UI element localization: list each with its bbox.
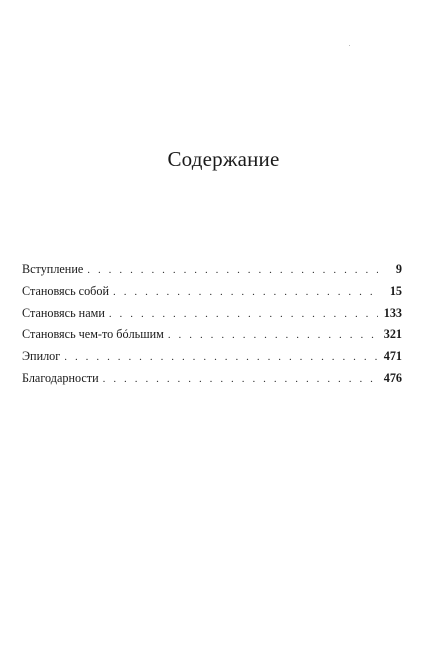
- toc-entry[interactable]: [22, 349, 402, 371]
- toc-leader-dots: [109, 308, 378, 320]
- toc-entry-page: 321: [383, 327, 402, 342]
- toc-entry[interactable]: [22, 262, 402, 284]
- toc-entry-page: 9: [395, 262, 402, 276]
- toc-entry-label: Становясь собой: [22, 283, 110, 298]
- page-title: Содержание: [167, 147, 280, 171]
- table-of-contents: [22, 262, 402, 393]
- paper-speck: [349, 45, 350, 46]
- toc-entry-page: 471: [383, 349, 402, 364]
- toc-entry-label: Эпилог: [22, 349, 61, 364]
- toc-entry[interactable]: [22, 284, 402, 306]
- toc-leader-dots: [103, 373, 378, 385]
- toc-entry-page: 15: [389, 283, 402, 298]
- toc-entry-label: Становясь чем-то бóльшим: [22, 327, 164, 342]
- toc-entry[interactable]: [22, 306, 402, 328]
- toc-leader-dots: [87, 264, 378, 276]
- toc-entry-label: Вступление: [22, 262, 84, 276]
- toc-leader-dots: [113, 286, 378, 298]
- toc-entry-label: Благодарности: [22, 370, 99, 385]
- toc-entry[interactable]: [22, 371, 402, 393]
- toc-leader-dots: [64, 351, 377, 363]
- toc-entry[interactable]: [22, 327, 402, 349]
- toc-entry-page: 476: [383, 370, 402, 385]
- toc-leader-dots: [168, 329, 378, 341]
- toc-entry-label: Становясь нами: [22, 305, 105, 320]
- toc-entry-page: 133: [383, 305, 402, 320]
